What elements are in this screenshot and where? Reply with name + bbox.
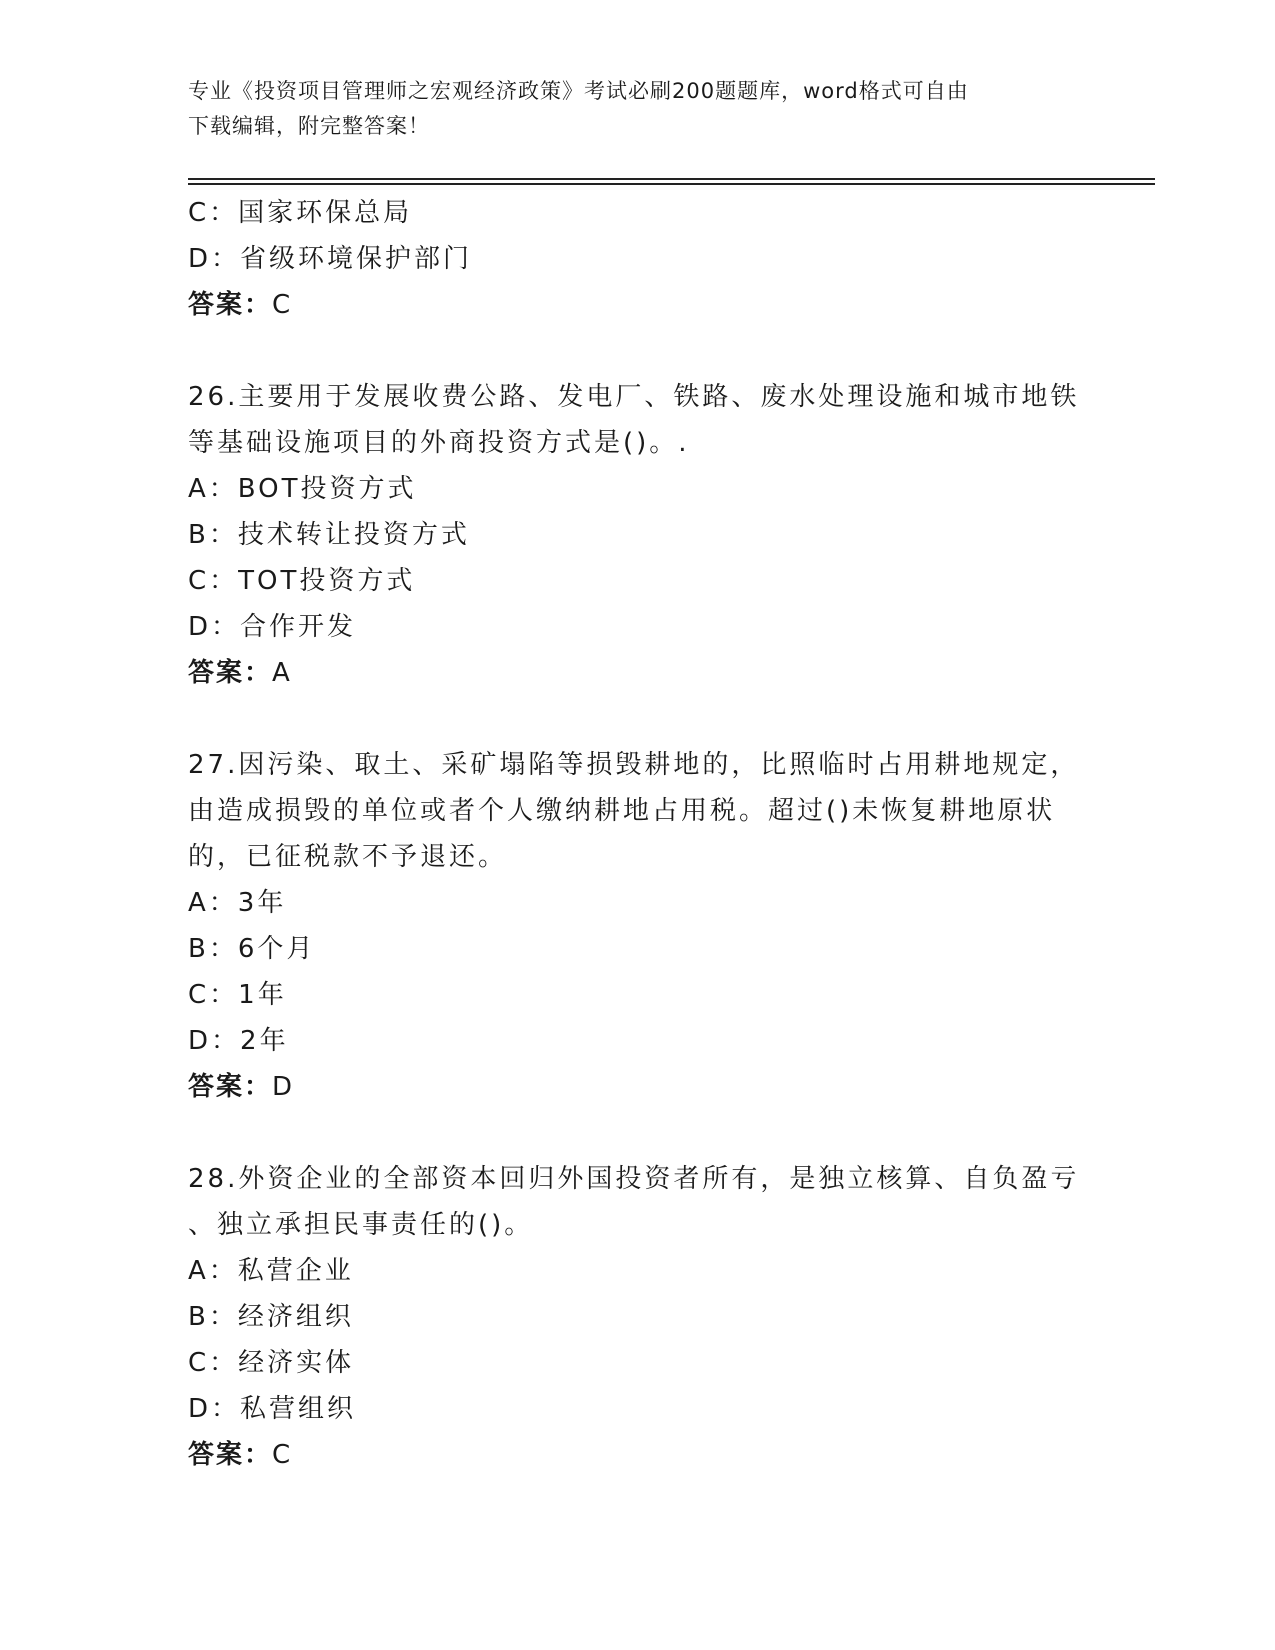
- answer-label: 答案：: [188, 658, 273, 688]
- answer-line: [188, 650, 1088, 696]
- answer-line: [188, 282, 1088, 328]
- answer-label: 答案：: [188, 290, 273, 320]
- option-d: D：合作开发: [188, 612, 357, 642]
- header-divider-bottom: [188, 183, 1155, 185]
- header-divider-top: [188, 178, 1155, 180]
- question-26: [188, 374, 1088, 696]
- option-d: D：2年: [188, 1026, 289, 1056]
- option-b: B：经济组织: [188, 1302, 354, 1332]
- question-content: [188, 190, 1088, 1478]
- option-a: A：私营企业: [188, 1256, 354, 1286]
- question-text-line: 、独立承担民事责任的()。: [188, 1210, 534, 1240]
- question-28: [188, 1156, 1088, 1478]
- answer-line: [188, 1064, 1088, 1110]
- answer-value: A: [272, 658, 292, 688]
- option-d: D：省级环境保护部门: [188, 244, 473, 274]
- prev-question: [188, 190, 1088, 328]
- option-c: C：国家环保总局: [188, 198, 413, 228]
- question-text-line: 由造成损毁的单位或者个人缴纳耕地占用税。超过()未恢复耕地原状: [188, 796, 1056, 826]
- answer-line: [188, 1432, 1088, 1478]
- option-b: B：技术转让投资方式: [188, 520, 470, 550]
- question-text-line: 27.因污染、取土、采矿塌陷等损毁耕地的，比照临时占用耕地规定，: [188, 750, 1080, 780]
- option-c: C：TOT投资方式: [188, 566, 416, 596]
- header-line-1: 专业《投资项目管理师之宏观经济政策》考试必刷200题题库，word格式可自由: [188, 79, 969, 103]
- option-c: C：经济实体: [188, 1348, 355, 1378]
- answer-value: C: [272, 1440, 293, 1470]
- question-text-line: 28.外资企业的全部资本回归外国投资者所有，是独立核算、自负盈亏: [188, 1164, 1080, 1194]
- answer-label: 答案：: [188, 1440, 273, 1470]
- question-text-line: 的，已征税款不予退还。: [188, 842, 508, 872]
- header-line-2: 下载编辑，附完整答案！: [188, 114, 430, 138]
- answer-value: C: [272, 290, 293, 320]
- question-text-line: 26.主要用于发展收费公路、发电厂、铁路、废水处理设施和城市地铁: [188, 382, 1080, 412]
- question-27: [188, 742, 1088, 1110]
- answer-value: D: [272, 1072, 295, 1102]
- option-a: A：BOT投资方式: [188, 474, 417, 504]
- answer-label: 答案：: [188, 1072, 273, 1102]
- option-d: D：私营组织: [188, 1394, 357, 1424]
- question-text-line: 等基础设施项目的外商投资方式是()。.: [188, 428, 690, 458]
- option-a: A：3年: [188, 888, 287, 918]
- document-header: [188, 74, 1088, 144]
- option-b: B：6个月: [188, 934, 316, 964]
- option-c: C：1年: [188, 980, 287, 1010]
